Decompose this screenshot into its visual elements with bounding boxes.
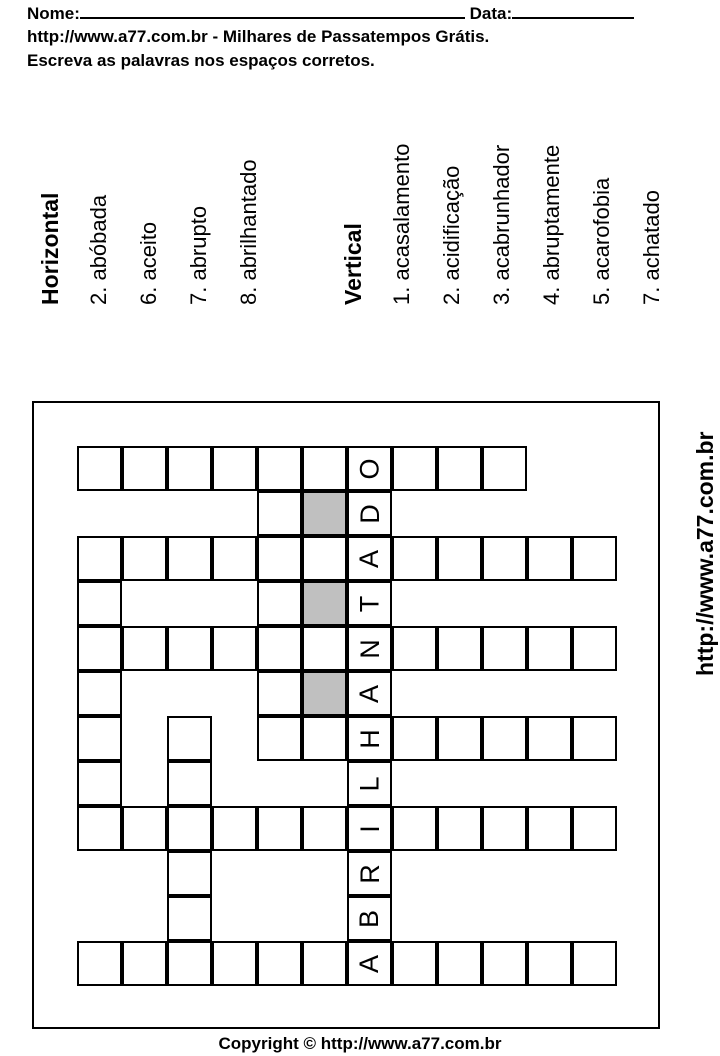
shaded-cell: [302, 671, 347, 716]
grid-cell[interactable]: [347, 806, 392, 851]
grid-cell[interactable]: [302, 626, 347, 671]
shaded-cell: [302, 491, 347, 536]
grid-cell[interactable]: [122, 941, 167, 986]
grid-cell[interactable]: [572, 626, 617, 671]
grid-cell[interactable]: [482, 446, 527, 491]
grid-cell[interactable]: [302, 446, 347, 491]
grid-cell[interactable]: [347, 536, 392, 581]
vertical-clue: 7. achatado: [639, 190, 664, 305]
grid-cell[interactable]: [527, 536, 572, 581]
grid-cell[interactable]: [257, 626, 302, 671]
grid-letter: N: [354, 638, 385, 659]
grid-cell[interactable]: [257, 941, 302, 986]
grid-letter: O: [354, 457, 385, 480]
vertical-title: Vertical: [340, 223, 366, 305]
grid-letter: L: [354, 775, 385, 792]
grid-cell[interactable]: [527, 626, 572, 671]
grid-cell[interactable]: [122, 536, 167, 581]
grid-letter: A: [354, 549, 385, 568]
grid-letter: T: [354, 595, 385, 612]
copyright: Copyright © http://www.a77.com.br: [218, 1034, 502, 1053]
grid-cell[interactable]: [302, 716, 347, 761]
grid-cell[interactable]: [167, 761, 212, 806]
grid-cell[interactable]: [572, 806, 617, 851]
grid-cell[interactable]: [212, 536, 257, 581]
grid-cell[interactable]: [77, 941, 122, 986]
horizontal-clue: 7. abrupto: [186, 205, 211, 305]
grid-letter: H: [354, 728, 385, 749]
grid-cell[interactable]: [482, 626, 527, 671]
grid-cell[interactable]: [77, 806, 122, 851]
grid-cell[interactable]: [527, 806, 572, 851]
grid-cell[interactable]: [527, 941, 572, 986]
grid-cell[interactable]: [347, 671, 392, 716]
grid-cell[interactable]: [77, 626, 122, 671]
grid-letter: A: [354, 954, 385, 973]
shaded-cell: [302, 581, 347, 626]
grid-cell[interactable]: [482, 806, 527, 851]
instructions: Escreva as palavras nos espaços corretos.: [27, 51, 375, 70]
grid-cell[interactable]: [167, 806, 212, 851]
grid-cell[interactable]: [347, 896, 392, 941]
grid-cell[interactable]: [212, 941, 257, 986]
horizontal-title: Horizontal: [37, 192, 63, 305]
grid-cell[interactable]: [302, 941, 347, 986]
grid-cell[interactable]: [572, 941, 617, 986]
grid-cell[interactable]: [527, 716, 572, 761]
grid-cell[interactable]: [122, 626, 167, 671]
grid-cell[interactable]: [257, 671, 302, 716]
grid-cell[interactable]: [392, 536, 437, 581]
grid-cell[interactable]: [77, 671, 122, 716]
grid-cell[interactable]: [257, 581, 302, 626]
grid-cell[interactable]: [347, 761, 392, 806]
grid-cell[interactable]: [302, 806, 347, 851]
grid-letter: A: [354, 684, 385, 703]
grid-cell[interactable]: [437, 536, 482, 581]
grid-cell[interactable]: [482, 941, 527, 986]
horizontal-clue: 6. aceito: [136, 221, 161, 305]
grid-letter: I: [354, 824, 385, 833]
grid-cell[interactable]: [437, 626, 482, 671]
grid-cell[interactable]: [167, 851, 212, 896]
grid-letter: R: [354, 863, 385, 884]
grid-cell[interactable]: [257, 446, 302, 491]
grid-cell[interactable]: [392, 941, 437, 986]
grid-cell[interactable]: [437, 806, 482, 851]
horizontal-clue: 2. abóbada: [86, 194, 111, 305]
grid-cell[interactable]: [122, 806, 167, 851]
grid-cell[interactable]: [437, 941, 482, 986]
grid-cell[interactable]: [482, 536, 527, 581]
grid-cell[interactable]: [392, 716, 437, 761]
grid-cell[interactable]: [302, 536, 347, 581]
grid-cell[interactable]: [167, 536, 212, 581]
grid-cell[interactable]: [347, 941, 392, 986]
grid-cell[interactable]: [572, 536, 617, 581]
grid-cell[interactable]: [347, 446, 392, 491]
date-label: Data:: [469, 4, 513, 23]
grid-cell[interactable]: [167, 716, 212, 761]
site-line: http://www.a77.com.br - Milhares de Passatempos Grátis.: [27, 27, 490, 46]
grid-cell[interactable]: [392, 626, 437, 671]
grid-cell[interactable]: [212, 626, 257, 671]
grid-cell[interactable]: [167, 626, 212, 671]
grid-cell[interactable]: [347, 851, 392, 896]
side-url: http://www.a77.com.br: [692, 431, 718, 676]
vertical-clue: 3. acabrunhador: [489, 144, 514, 305]
grid-cell[interactable]: [437, 446, 482, 491]
grid-cell[interactable]: [167, 896, 212, 941]
grid-cell[interactable]: [347, 581, 392, 626]
grid-cell[interactable]: [77, 446, 122, 491]
grid-cell[interactable]: [347, 716, 392, 761]
grid-letter: B: [354, 909, 385, 928]
grid-cell[interactable]: [482, 716, 527, 761]
grid-cell[interactable]: [212, 806, 257, 851]
grid-cell[interactable]: [77, 536, 122, 581]
grid-cell[interactable]: [437, 716, 482, 761]
vertical-clue: 4. abruptamente: [539, 144, 564, 305]
grid-cell[interactable]: [257, 536, 302, 581]
horizontal-clue: 8. abrilhantado: [236, 159, 261, 305]
vertical-clue: 1. acasalamento: [389, 143, 414, 305]
grid-cell[interactable]: [77, 761, 122, 806]
grid-cell[interactable]: [77, 581, 122, 626]
grid-letter: D: [354, 503, 385, 524]
name-label: Nome:: [27, 4, 80, 23]
vertical-clue: 5. acarofobia: [589, 177, 614, 305]
grid-cell[interactable]: [122, 446, 167, 491]
vertical-clue: 2. acidificação: [439, 165, 464, 305]
grid-cell[interactable]: [392, 806, 437, 851]
grid-cell[interactable]: [77, 716, 122, 761]
grid-cell[interactable]: [257, 716, 302, 761]
grid-cell[interactable]: [347, 491, 392, 536]
grid-cell[interactable]: [167, 941, 212, 986]
grid-cell[interactable]: [212, 446, 257, 491]
grid-cell[interactable]: [257, 491, 302, 536]
grid-cell[interactable]: [257, 806, 302, 851]
grid-cell[interactable]: [392, 446, 437, 491]
grid-cell[interactable]: [167, 446, 212, 491]
grid-cell[interactable]: [347, 626, 392, 671]
grid-cell[interactable]: [572, 716, 617, 761]
